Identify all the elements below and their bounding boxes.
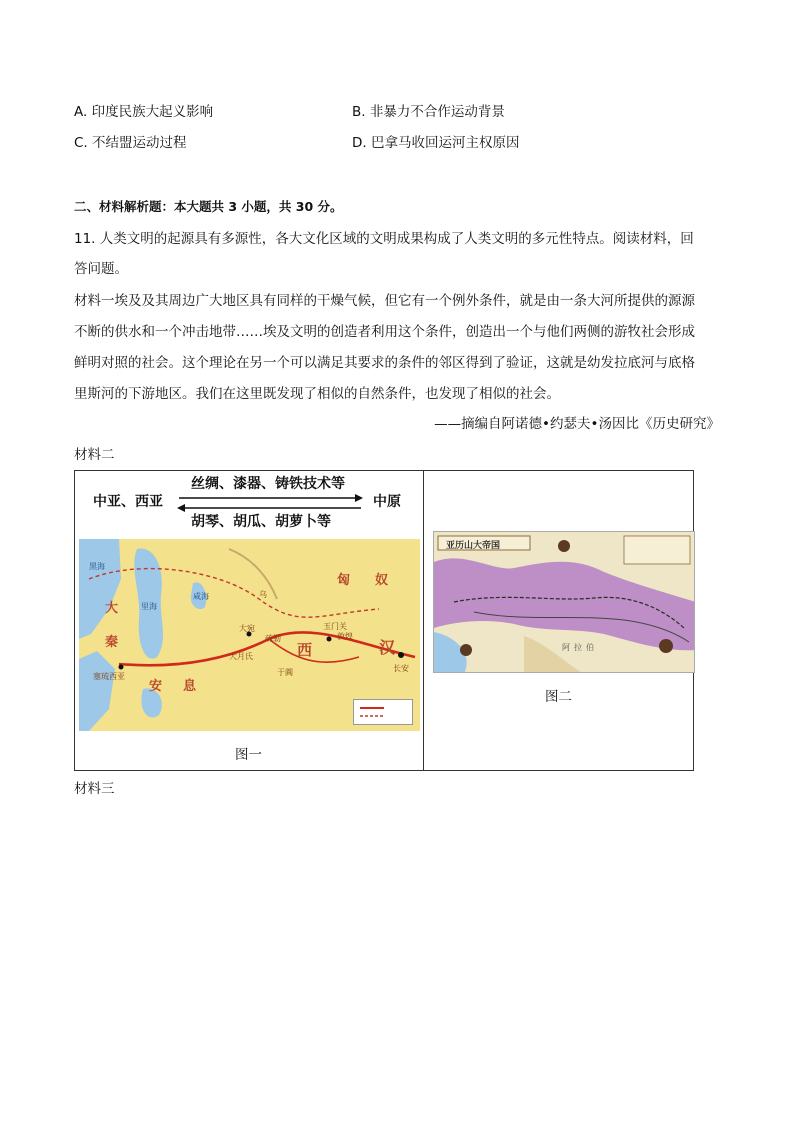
material1-line-4: 里斯河的下游地区。我们在这里既发现了相似的自然条件，也发现了相似的社会。 [74, 386, 560, 402]
exchange-arrows [175, 493, 365, 513]
map-label-xiong: 匈 [337, 573, 351, 588]
map-label-han: 汉 [379, 638, 396, 657]
map-label-aral: 咸海 [193, 592, 209, 601]
figure2-caption: 图二 [545, 689, 572, 705]
map-label-dayuan: 大宛 [239, 624, 255, 633]
map-label-yumenguan: 玉门关 [323, 622, 347, 631]
material1-line-2: 不断的供水和一个冲击地带……埃及文明的创造者利用这个条件，创造出一个与他们两侧的游牧社会形成 [74, 324, 695, 340]
material1-line-1: 材料一埃及及其周边广大地区具有同样的干燥气候，但它有一个例外条件，就是由一条大河所提供的源源 [74, 293, 695, 309]
map-label-dunhuang: 敦煌 [337, 632, 353, 641]
exchange-right-region: 中原 [373, 494, 401, 510]
option-a: A. 印度民族大起义影响 [74, 104, 214, 120]
figure-divider [423, 471, 424, 770]
figure2-map-title: 亚历山大帝国 [446, 541, 501, 551]
map-label-black-sea: 黑海 [89, 562, 105, 571]
map-label-changan: 长安 [393, 664, 409, 673]
figure1-silk-road-map [79, 539, 420, 731]
map-label-yutian: 于阗 [277, 668, 293, 677]
exchange-top-goods: 丝绸、漆器、铸铁技术等 [191, 476, 345, 492]
map-legend [353, 699, 413, 725]
option-b: B. 非暴力不合作运动背景 [352, 104, 505, 120]
exchange-bottom-goods: 胡琴、胡瓜、胡萝卜等 [191, 514, 331, 530]
section-heading: 二、材料解析题：本大题共 3 小题，共 30 分。 [74, 199, 343, 214]
map-label-qin: 秦 [105, 635, 119, 650]
map-label-nu: 奴 [375, 573, 389, 588]
map-label-wu: 乌 [259, 590, 267, 599]
figure1-caption: 图一 [235, 747, 262, 763]
figure2-alexander-empire-map [433, 531, 695, 673]
material3-label: 材料三 [74, 781, 115, 797]
option-c: C. 不结盟运动过程 [74, 135, 187, 151]
material1-source: ——摘编自阿诺德•约瑟夫•汤因比《历史研究》 [434, 416, 720, 432]
exchange-left-region: 中亚、西亚 [93, 494, 163, 510]
figure2-label-bo: 伯 [586, 643, 594, 652]
question-line-1: 11. 人类文明的起源具有多源性，各大文化区域的文明成果构成了人类文明的多元性特点。阅读材料，回 [74, 231, 694, 247]
map-label-shule: 疏勒 [265, 634, 281, 643]
option-d: D. 巴拿马收回运河主权原因 [352, 135, 520, 151]
material2-label: 材料二 [74, 447, 115, 463]
map-label-caspian: 里海 [141, 602, 157, 611]
map-label-an: 安 [149, 679, 163, 694]
material1-line-3: 鲜明对照的社会。这个理论在另一个可以满足其要求的条件的邻区得到了验证，这就是幼发拉底河与底格 [74, 355, 695, 371]
map-label-xi: 息 [183, 679, 197, 694]
map-label-dayuezhi: 大月氏 [229, 652, 253, 661]
material2-figure-table [74, 470, 694, 771]
map-label-west: 西 [297, 641, 313, 659]
figure2-label-la: 拉 [574, 643, 582, 652]
map-label-seleucia: 塞琉西亚 [93, 672, 125, 681]
figure2-label-a: 阿 [562, 643, 570, 652]
map-label-da: 大 [105, 601, 119, 616]
question-line-2: 答问题。 [74, 261, 128, 277]
